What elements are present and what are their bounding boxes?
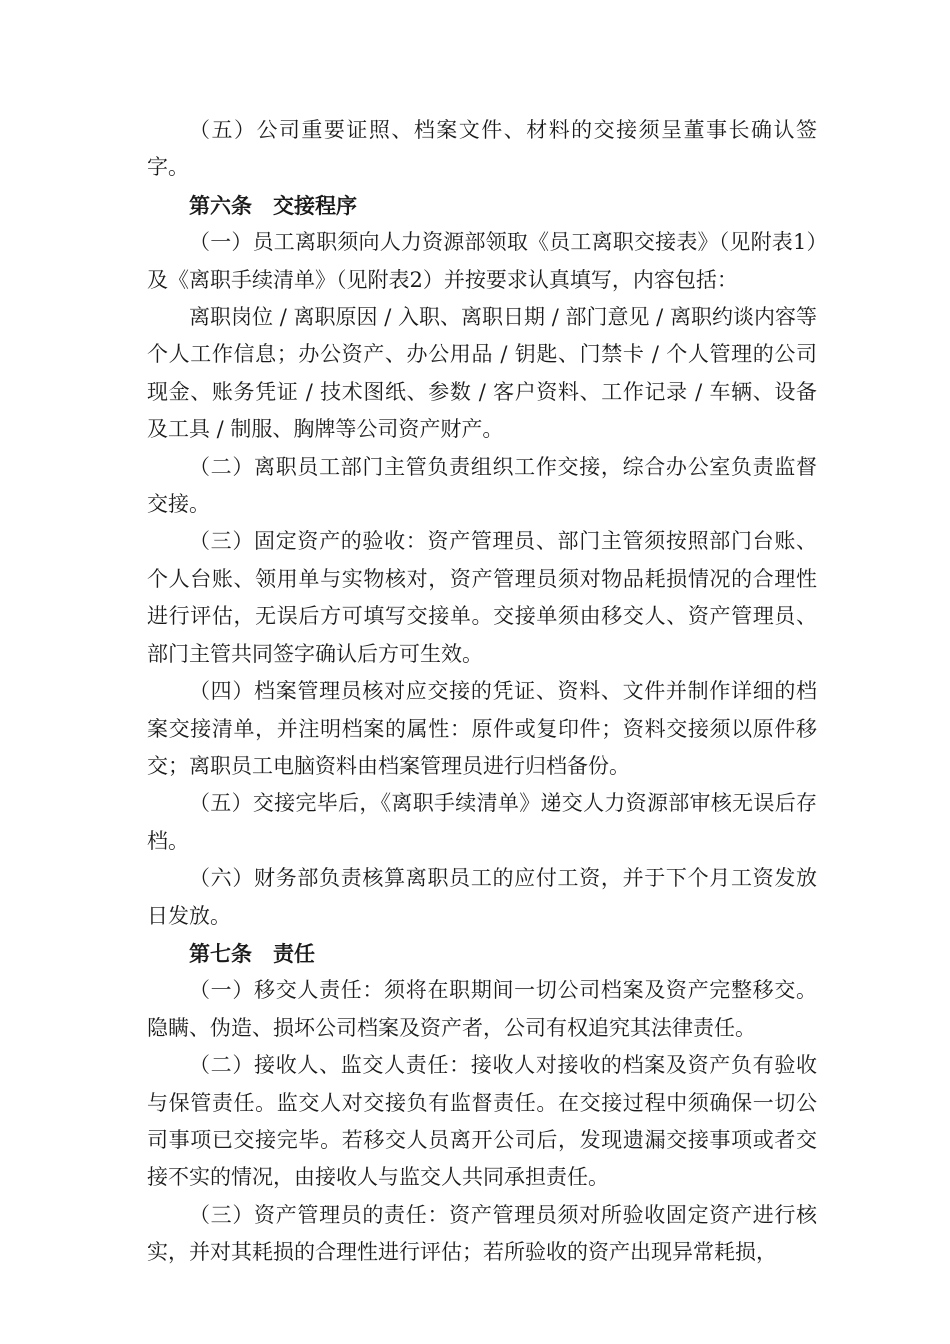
clause-item: 离职岗位 / 离职原因 / 入职、离职日期 / 部门意见 / 离职约谈内容等个人工作信息；办公资产、办公用品 / 钥匙、门禁卡 / 个人管理的公司现金、账务凭证 / 技术图纸、参数 / 客户资料、工作记录 / 车辆、设备及工具 / 制服、胸牌等公司资产财产。	[147, 305, 817, 442]
clause-item: （一）员工离职须向人力资源部领取《员工离职交接表》（见附表1）及《离职手续清单》（见附表2）并按要求认真填写，内容包括：	[147, 230, 817, 292]
clause-item: （三）资产管理员的责任：资产管理员须对所验收固定资产进行核实，并对其耗损的合理性进行评估；若所验收的资产出现异常耗损，	[147, 1202, 817, 1265]
clause-item: （五）公司重要证照、档案文件、材料的交接须呈董事长确认签字。	[147, 118, 817, 180]
article-heading: 第七条 责任	[189, 940, 315, 966]
clause-item: （二）离职员工部门主管负责组织工作交接，综合办公室负责监督交接。	[147, 454, 817, 517]
clause-item: （三）固定资产的验收：资产管理员、部门主管须按照部门台账、个人台账、领用单与实物核对，资产管理员须对物品耗损情况的合理性进行评估，无误后方可填写交接单。交接单须由移交人、资产管理员、部门主管共同签字确认后方可生效。	[147, 529, 817, 666]
document-body	[147, 112, 817, 1272]
clause-item: （二）接收人、监交人责任：接收人对接收的档案及资产负有验收与保管责任。监交人对交接负有监督责任。在交接过程中须确保一切公司事项已交接完毕。若移交人员离开公司后，发现遗漏交接事项或者交接不实的情况，由接收人与监交人共同承担责任。	[147, 1053, 817, 1190]
clause-item: （一）移交人责任：须将在职期间一切公司档案及资产完整移交。隐瞒、伪造、损坏公司档案及资产者，公司有权追究其法律责任。	[147, 978, 817, 1040]
clause-item: （六）财务部负责核算离职员工的应付工资，并于下个月工资发放日发放。	[147, 866, 817, 928]
clause-item: （四）档案管理员核对应交接的凭证、资料、文件并制作详细的档案交接清单，并注明档案的属性：原件或复印件；资料交接须以原件移交；离职员工电脑资料由档案管理员进行归档备份。	[147, 679, 817, 778]
clause-item: （五）交接完毕后，《离职手续清单》递交人力资源部审核无误后存档。	[147, 791, 817, 853]
article-heading: 第六条 交接程序	[189, 192, 357, 218]
